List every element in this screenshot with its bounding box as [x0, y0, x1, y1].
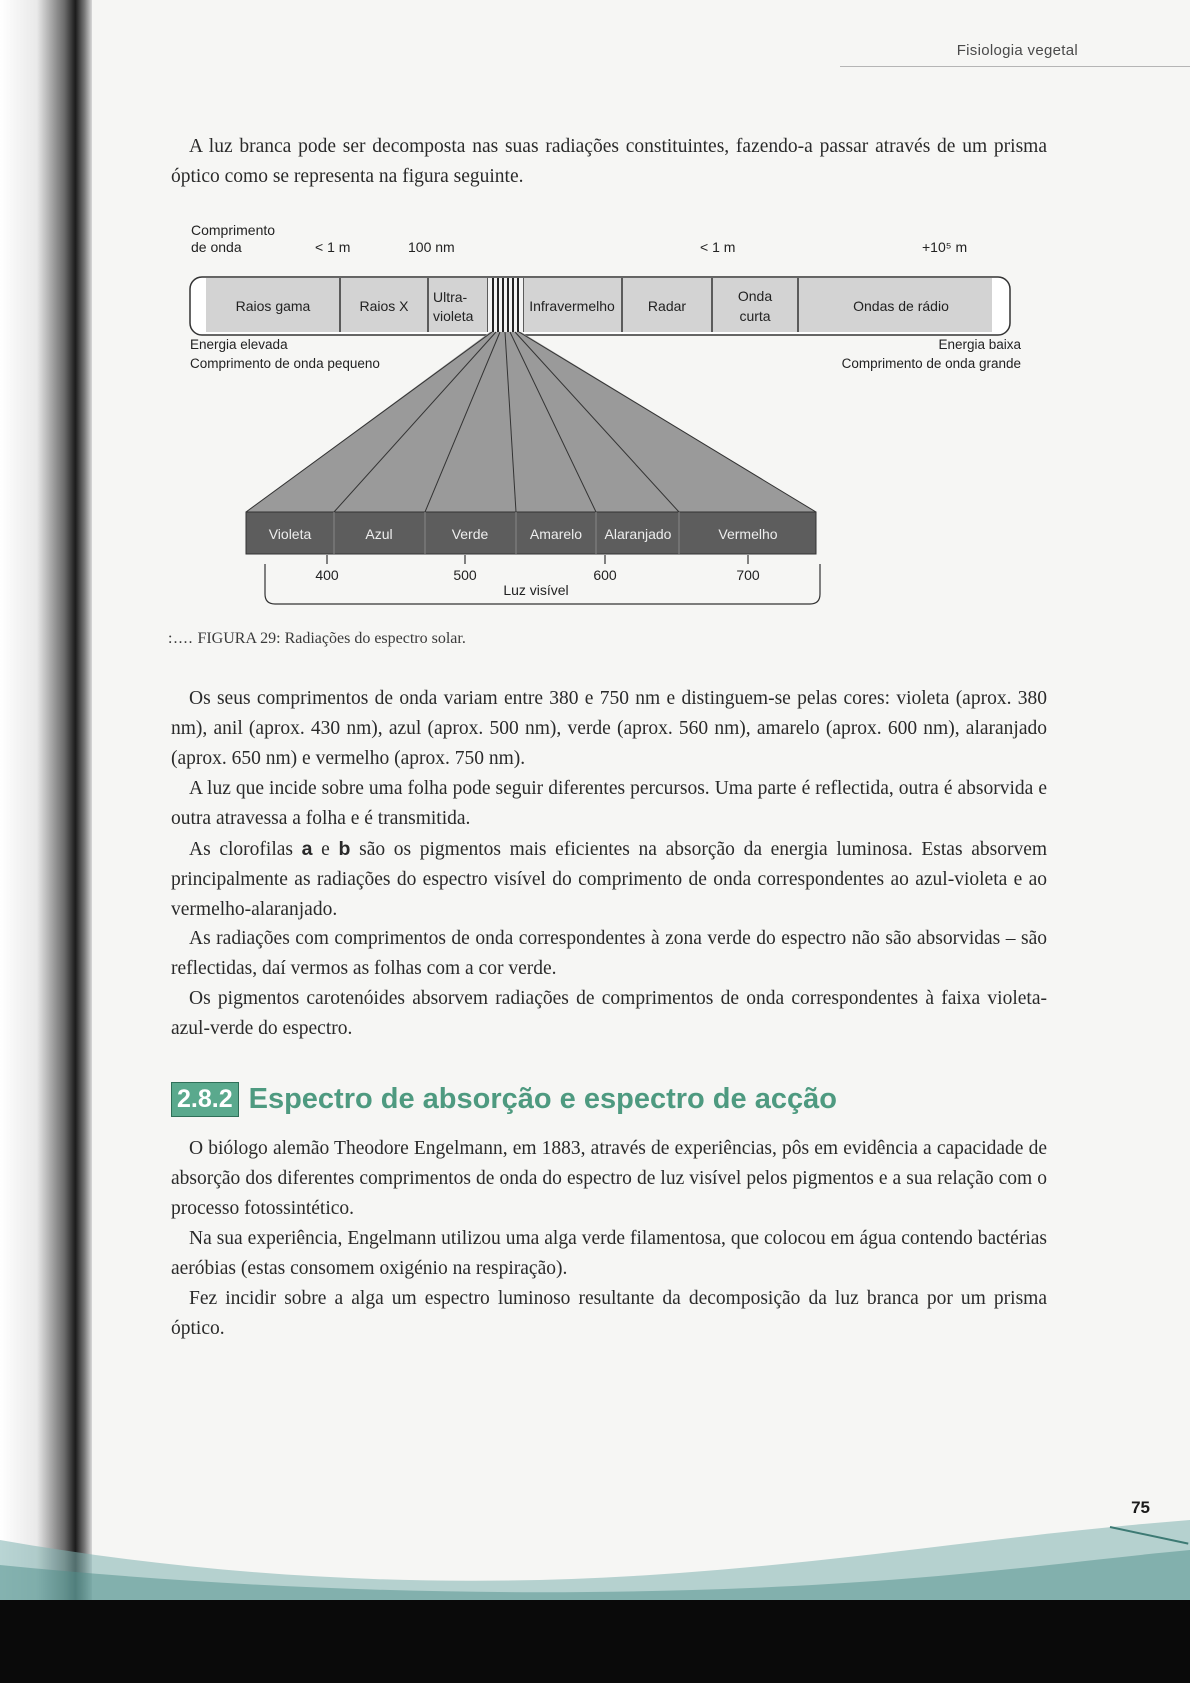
label-comprimento-pequeno: Comprimento de onda pequeno — [190, 356, 380, 371]
tick-400: 400 — [315, 567, 339, 583]
label-wavelength: Comprimento — [191, 222, 276, 238]
running-head: Fisiologia vegetal — [956, 42, 1078, 59]
tick-600: 600 — [593, 567, 617, 583]
paragraph-experiment: Na sua experiência, Engelmann utilizou uma alga verde filamentosa, que colocou em água contendo bactérias aeróbias (estas consomem oxigénio na respiração). — [171, 1228, 1047, 1279]
band-raios-gama: Raios gama — [235, 298, 311, 314]
color-azul: Azul — [365, 526, 393, 542]
label-energia-baixa: Energia baixa — [938, 337, 1021, 352]
scale-tick-4: +10⁵ m — [922, 239, 968, 255]
paragraph-leaf-light: A luz que incide sobre uma folha pode seguir diferentes percursos. Uma parte é reflectida, outra é absorvida e outra atravessa a folha e é transmitida. — [171, 778, 1047, 829]
section-title: Espectro de absorção e espectro de acção — [248, 1082, 837, 1115]
paragraph-engelmann: O biólogo alemão Theodore Engelmann, em 1883, através de experiências, pôs em evidência a capacidade de absorção dos diferentes comprimentos de onda do espectro de luz visível pelos pigmentos e a sua relação com o processo fotossintético. — [171, 1138, 1047, 1219]
section-number: 2.8.2 — [171, 1082, 239, 1117]
paragraph-clorofilas: As clorofilas a e b são os pigmentos mais eficientes na absorção da energia luminosa. Estas absorvem principalmente as radiações do espectro visível do comprimento de onda correspondentes ao azul-violeta e ao vermelho-alaranjado. — [171, 838, 1048, 920]
paragraph-green-zone: As radiações com comprimentos de onda correspondentes à zona verde do espectro não são absorvidas – são reflectidas, daí vermos as folhas com a cor verde. — [171, 928, 1047, 979]
caption-dots: :.... — [168, 630, 194, 647]
scale-tick-3: < 1 m — [700, 239, 736, 255]
paragraph-wavelengths: Os seus comprimentos de onda variam entre 380 e 750 nm e distinguem-se pelas cores: violeta (aprox. 380 nm), anil (aprox. 430 nm), azul (aprox. 500 nm), verde (aprox. 560 nm), amarelo (aprox. 600 nm), alaranjado (aprox. 650 nm) e vermelho (aprox. 750 nm). — [171, 688, 1047, 769]
intro-paragraph: A luz branca pode ser decomposta nas suas radiações constituintes, fazendo-a passar através de um prisma óptico como se representa na figura seguinte. — [171, 136, 1047, 187]
color-violeta: Violeta — [268, 526, 312, 542]
caption-text: FIGURA 29: Radiações do espectro solar. — [197, 630, 466, 647]
paragraph-prism: Fez incidir sobre a alga um espectro luminoso resultante da decomposição da luz branca por um prisma óptico. — [171, 1288, 1047, 1339]
label-luz-visivel: Luz visível — [503, 582, 569, 598]
scale-tick-1: < 1 m — [315, 239, 351, 255]
color-alaranjado: Alaranjado — [604, 526, 672, 542]
band-radar: Radar — [647, 298, 687, 314]
scan-border — [0, 1600, 1190, 1683]
tick-500: 500 — [453, 567, 477, 583]
band-raios-x: Raios X — [359, 298, 409, 314]
clorofila-a: a — [301, 838, 313, 860]
clorofila-b: b — [338, 838, 351, 860]
label-wavelength-2: de onda — [191, 239, 242, 255]
decorative-wave — [0, 1480, 1190, 1600]
color-amarelo: Amarelo — [529, 526, 583, 542]
band-ultra: Ultra- — [433, 289, 468, 305]
book-spine-shadow — [0, 0, 92, 1600]
label-energia-elevada: Energia elevada — [190, 337, 288, 352]
band-violeta: violeta — [433, 308, 474, 324]
spectrum-figure — [170, 222, 1050, 642]
color-verde: Verde — [451, 526, 489, 542]
section-heading — [171, 1081, 837, 1117]
tick-700: 700 — [736, 567, 760, 583]
paragraph-carotenoids: Os pigmentos carotenóides absorvem radiações de comprimentos de onda correspondentes à faixa violeta-azul-verde do espectro. — [171, 988, 1047, 1039]
color-vermelho: Vermelho — [718, 526, 778, 542]
label-comprimento-grande: Comprimento de onda grande — [841, 356, 1021, 371]
band-onda: Onda — [737, 288, 773, 304]
band-infravermelho: Infravermelho — [529, 298, 615, 314]
header-rule — [840, 66, 1190, 67]
page-number: 75 — [1131, 1498, 1150, 1517]
band-curta: curta — [739, 308, 771, 324]
band-ondas-radio: Ondas de rádio — [853, 298, 949, 314]
figure-caption — [168, 630, 466, 648]
spectrum-diagram — [170, 222, 1050, 622]
scale-tick-2: 100 nm — [408, 239, 455, 255]
